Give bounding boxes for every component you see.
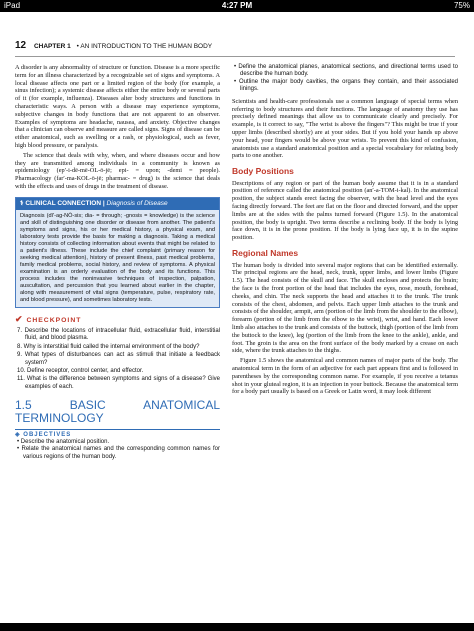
list-item: 10. Define receptor, control center, and effector. (17, 368, 144, 375)
paragraph-figure-ref: Figure 1.5 shows the anatomical and common names of major parts of the body. The anatomical term in the form of an adjective for each part appears first and is followed in parentheses by the corresponding common name. For example, if you receive a tetanus shot in your gluteal region, it is an injection in your buttock. Because the anatomical term for a body part usually is based on a Greek or Latin word, it may look different (232, 357, 458, 396)
bullet-separator-icon: • (76, 43, 79, 50)
objectives-heading: ◈ OBJECTIVES (15, 431, 72, 438)
objectives-continued (232, 64, 458, 94)
book-page[interactable] (0, 12, 474, 623)
list-item: 8. Why is interstitial fluid called the internal environment of the body? (17, 343, 200, 350)
clinical-connection-label: CLINICAL CONNECTION (25, 199, 102, 207)
checkpoint-list (15, 328, 220, 392)
paragraph-regions: The human body is divided into several major regions that can be identified externally. The principal regions are the head, neck, trunk, upper limbs, and lower limbs (Figure 1.5). The head consists of the skull and face. The skull encloses and protects the brain; the face is the front portion of the head that includes the eyes, nose, mouth, forehead, cheeks, and chin. The neck supports the head and attaches it to the trunk. The trunk consists of the chest, abdomen, and pelvis. Each upper limb attaches to the trunk and consists of the shoulder, armpit, arm (portion of the limb from the shoulder to the elbow), forearm (portion of the limb from the elbow to the wrist), wrist, and hand. Each lower limb also attaches to the trunk and consists of the buttock, thigh (portion of the limb from the buttock to the knee), leg (portion of the limb from the knee to the ankle), ankle, and foot. The groin is the area on the front surface of the body marked by a crease on each side, where the trunk attaches to the thighs. (232, 261, 458, 355)
left-column (15, 64, 220, 461)
running-header (15, 40, 455, 57)
paragraph-intro: Scientists and health-care professionals use a common language of special terms when referring to body structures and their functions. The language of anatomy they use has precisely defined meanings that allow us to communicate clearly and precisely. For example, is it correct to say, "The wrist is above the fingers"? This might be true if your upper limbs (described shortly) are at your sides. But if you hold your hands up above your head, your fingers would be above your wrists. To prevent this kind of confusion, anatomists use a standard anatomical position and a special vocabulary for relating body parts to one another. (232, 97, 458, 160)
section-title: 1.5 BASIC ANATOMICAL TERMINOLOGY (15, 398, 220, 425)
list-item: 7. Describe the locations of intracellular fluid, extracellular fluid, interstitial fluid, and blood plasma. (17, 327, 220, 342)
carrier-label: iPad (4, 1, 21, 10)
list-item: • Describe the anatomical position. (17, 438, 110, 445)
list-item: • Define the anatomical planes, anatomical sections, and directional terms used to describe the human body. (234, 64, 458, 78)
objectives-box (15, 429, 220, 462)
clinical-connection-title: Diagnosis of Disease (106, 199, 168, 207)
status-bar (0, 0, 474, 12)
bottom-bar (0, 623, 474, 631)
chapter-title: AN INTRODUCTION TO THE HUMAN BODY (80, 43, 213, 50)
heading-body-positions: Body Positions (232, 166, 294, 177)
clock: 4:27 PM (221, 1, 253, 10)
list-item: • Outline the major body cavities, the organs they contain, and their associated linings. (234, 78, 458, 93)
heading-regional-names: Regional Names (232, 248, 299, 259)
paragraph-anatomical-position: Descriptions of any region or part of the human body assume that it is in a standard position of reference called the anatomical position (an′-a-TOM-i-kal). In the anatomical position, the subject stands erect facing the observer, with the head level and the eyes facing directly forward. The feet are flat on the floor and directed forward, and the upper limbs are at the sides with the palms turned forward (Figure 1.5). In the anatomical position, the body is upright. Two terms describe a reclining body. If the body is lying face down, it is in the prone position. If the body is lying face up, it is in the supine position. (232, 179, 458, 242)
battery-indicator: 75% (453, 1, 470, 10)
right-column (232, 64, 458, 398)
clinical-connection-body: Diagnosis (dī′-ag-NŌ-sis; dia- = through; -gnosis = knowledge) is the science and skill of distinguishing one disorder or disease from another. The patient's symptoms and signs, his or her medical history, a physical exam, and laboratory tests provide the basis for making a diagnosis. Taking a medical history consists of collecting information about events that might be related to a patient's illness. These include the chief complaint (primary reason for seeking medical attention), history of present illness, past medical problems, family medical problems, social history, and review of symptoms. A physical examination is an orderly evaluation of the body and its functions. This process includes the noninvasive techniques of inspection, palpation, auscultation, and percussion that you learned about earlier in the chapter, along with measurement of vital signs (temperature, pulse, respiratory rate, and blood pressure), and sometimes laboratory tests. (20, 212, 215, 304)
checkpoint-section (15, 314, 220, 391)
checkmark-icon: ✔ (15, 314, 24, 325)
list-item: • Relate the anatomical names and the corresponding common names for various regions of the human body. (17, 446, 220, 460)
list-item: 11. What is the difference between symptoms and signs of a disease? Give examples of each. (17, 376, 220, 390)
list-item: 9. What types of disturbances can act as stimuli that initiate a feedback system? (17, 352, 220, 366)
chapter-label: CHAPTER 1 (33, 43, 71, 50)
clinical-connection-header: ⚕ CLINICAL CONNECTION | Diagnosis of Disease (16, 198, 219, 210)
clinical-connection-box (15, 197, 220, 309)
checkpoint-heading: ✔ CHECKPOINT (15, 314, 82, 325)
objectives-icon: ◈ (15, 431, 21, 438)
paragraph-epidemiology: The science that deals with why, when, and where diseases occur and how they are transmitted among individuals in a community is known as epidemiology (ep′-i-dē-mē-OL-ō-jē; epi- = upon; -demi = people). Pharmacology (far′-ma-KOL-ō-jē; pharmac- = drug) is the science that deals with the effects and uses of drugs in the treatment of disease. (15, 151, 220, 190)
caduceus-icon: ⚕ (20, 199, 24, 207)
page-number: 12 (15, 40, 27, 51)
paragraph-disorder: A disorder is any abnormality of structure or function. Disease is a more specific term for an illness characterized by a recognizable set of signs and symptoms. A local disease affects one part or a limited region of the body (for example, a sinus infection); a systemic disease affects either the entire body or several parts of it (for example, influenza). Diseases alter body structures and functions in characteristic ways. A person with a disease may experience symptoms, subjective changes in body functions that are not apparent to an observer. Examples of symptoms are headache, nausea, and anxiety. Objective changes that a clinician can observe and measure are called signs. Signs of disease can be either anatomical, such as swelling or a rash, or physiological, such as fever, high blood pressure, or paralysis. (15, 64, 220, 149)
